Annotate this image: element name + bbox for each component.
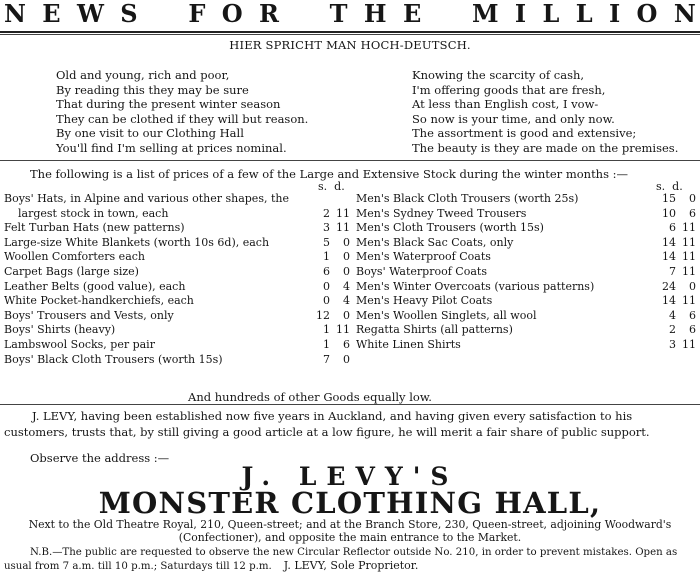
table-row [356,323,696,338]
item-name: Regatta Shirts (all patterns) [356,323,513,337]
poem-left [56,68,308,156]
table-row [356,192,696,207]
goods-note: And hundreds of other Goods equally low. [188,390,432,404]
poem-line: By one visit to our Clothing Hall [56,126,244,141]
poem-line: By reading this they may be sure [56,82,249,97]
headline [0,0,700,32]
price-shillings: 14 [662,235,676,249]
price-shillings: 2 [323,206,330,220]
table-row [356,221,696,236]
headline-letter: O [636,0,658,28]
item-name: Men's Winter Overcoats (various patterns) [356,279,595,293]
table-row [4,265,350,280]
price-pence: 0 [343,264,350,278]
table-row [4,280,350,295]
price-pence: 0 [343,235,350,249]
poem-line: The beauty is they are made on the premises. [412,140,679,155]
address-text: Next to the Old Theatre Royal, 210, Queen-street; and at the Branch Store, 230, Queen-street, adjoining Woodward's (Confectioner), and opposite the main entrance to the Market. [28,518,672,544]
price-shillings: 14 [662,250,676,264]
price-pence: 11 [682,221,696,235]
table-row [4,338,350,353]
item-name: White Pocket-handkerchiefs, each [4,294,194,308]
proprietor-title: J. LEVY'S [241,462,459,491]
table-row [4,323,350,338]
price-pence: 0 [343,250,350,264]
item-name: Woollen Comforters each [4,250,145,264]
headline-letter: E [402,0,422,28]
headline-letter: L [542,0,560,28]
item-name: White Linen Shirts [356,337,461,351]
nb-notice: N.B.—The public are requested to observe the new Circular Reflector outside No. 210, in order to prevent mistakes. Open as usual from 7 a.m. till 10 p.m.; Saturdays till 12 p.m. J. LEVY, Sole Proprietor. [4,547,678,572]
item-name: Men's Black Sac Coats, only [356,235,514,249]
table-row [4,309,350,324]
item-name: Leather Belts (good value), each [4,279,186,293]
price-shillings: 3 [323,221,330,235]
table-row [356,338,696,353]
price-shillings: 6 [669,221,676,235]
poem-line: I'm offering goods that are fresh, [412,82,606,97]
item-name: Boys' Black Cloth Trousers (worth 15s) [4,352,223,366]
price-pence: 0 [343,308,350,322]
item-name: Boys' Hats, in Alpine and various other shapes, the [4,192,289,205]
item-name: Men's Cloth Trousers (worth 15s) [356,221,544,235]
price-pence: 4 [343,279,350,293]
price-pence: 6 [689,206,696,220]
price-shillings: 7 [669,264,676,278]
table-row [356,250,696,265]
price-pence: 11 [336,323,350,337]
item-name: Carpet Bags (large size) [4,264,139,278]
price-pence: 0 [689,192,696,205]
table-row [4,192,350,207]
poem-line: So now is your time, and only now. [412,111,615,126]
item-name: Boys' Shirts (heavy) [4,323,116,337]
table-row [356,236,696,251]
price-pence [330,192,350,207]
price-pence: 11 [682,337,696,351]
table-row [356,265,696,280]
table-row [4,221,350,236]
poem-line: They can be clothed if they will but reason. [56,111,309,126]
headline-rule [0,31,700,33]
price-pence: 6 [689,308,696,322]
price-shillings [310,192,330,207]
table-row [356,207,696,222]
headline-letter: N [4,0,26,28]
item-name: Boys' Waterproof Coats [356,264,487,278]
price-list-intro: The following is a list of prices of a few of the Large and Extensive Stock during the winter months :— [30,167,629,181]
table-row [356,280,696,295]
headline-letter: M [471,0,499,28]
table-row [356,294,696,309]
headline-letter: R [259,0,279,28]
price-pence: 11 [336,206,350,220]
price-shillings: 15 [662,192,676,205]
price-shillings: 10 [662,206,676,220]
shillings-heading: s. [318,180,328,193]
price-pence: 11 [682,264,696,278]
table-row [4,250,350,265]
price-shillings: 0 [323,279,330,293]
item-name: Men's Heavy Pilot Coats [356,294,493,308]
poem-line: That during the present winter season [56,97,281,112]
headline-rule-thin [0,34,700,35]
price-list-right [356,192,696,353]
headline-letter: W [76,0,104,28]
price-shillings: 12 [316,308,330,322]
item-name: largest stock in town, each [18,206,169,220]
pence-heading: d. [672,180,683,193]
headline-letter: E [42,0,61,28]
price-shillings: 3 [669,337,676,351]
price-shillings: 7 [323,352,330,366]
headline-letter: T [329,0,348,28]
item-name: Boys' Trousers and Vests, only [4,308,174,322]
headline-letter: L [575,0,593,28]
table-row [356,309,696,324]
item-name: Men's Sydney Tweed Trousers [356,206,527,220]
price-shillings: 4 [669,308,676,322]
headline-letter: H [363,0,387,28]
price-pence: 6 [343,337,350,351]
table-row [4,294,350,309]
poem-line: Old and young, rich and poor, [56,68,230,82]
price-pence: 0 [343,352,350,366]
price-shillings: 2 [669,323,676,337]
headline-letter: F [188,0,206,28]
price-shillings: 1 [323,250,330,264]
poem-right [412,68,678,156]
headline-letter: N [673,0,696,28]
hall-title: MONSTER CLOTHING HALL, [98,486,602,520]
price-pence: 4 [343,294,350,308]
price-list-left [4,192,350,367]
headline-letter: S [120,0,138,28]
shillings-heading: s. [656,180,666,193]
section-rule [0,160,700,161]
item-name: Men's Waterproof Coats [356,250,491,264]
price-shillings: 14 [662,294,676,308]
price-pence: 11 [682,294,696,308]
table-row [4,207,350,222]
price-shillings: 24 [662,279,676,293]
price-pence: 6 [689,323,696,337]
observe-address: Observe the address :— [30,451,170,465]
price-shillings: 1 [323,323,330,337]
headline-letter: I [514,0,527,28]
table-row [4,236,350,251]
price-pence: 11 [682,235,696,249]
price-pence: 11 [682,250,696,264]
section-rule [0,404,700,405]
poem-line: You'll find I'm selling at prices nominal. [56,140,287,155]
poem-line: Knowing the scarcity of cash, [412,68,585,82]
item-name: Men's Woollen Singlets, all wool [356,308,537,322]
poem-line: At less than English cost, I vow- [412,97,599,112]
item-name: Large-size White Blankets (worth 10s 6d), each [4,235,270,249]
poem-line: The assortment is good and extensive; [412,126,637,141]
item-name: Men's Black Cloth Trousers (worth 25s) [356,192,579,205]
price-shillings: 0 [323,294,330,308]
price-shillings: 1 [323,337,330,351]
price-pence: 11 [336,221,350,235]
signature: J. LEVY, Sole Proprietor. [283,559,419,572]
price-shillings: 6 [323,264,330,278]
table-row [4,353,350,368]
headline-letter: I [608,0,621,28]
body-paragraph: J. LEVY, having been established now five years in Auckland, and having given every satisfaction to his customers, trusts that, by still giving a good article at a low figure, he will merit a fair share of public support. [4,409,650,439]
price-shillings: 5 [323,235,330,249]
price-pence: 0 [689,279,696,293]
item-name: Lambswool Socks, per pair [4,337,155,351]
pence-heading: d. [334,180,345,193]
headline-letter: O [221,0,243,28]
item-name: Felt Turban Hats (new patterns) [4,221,185,235]
subheading: HIER SPRICHT MAN HOCH-DEUTSCH. [229,38,471,52]
